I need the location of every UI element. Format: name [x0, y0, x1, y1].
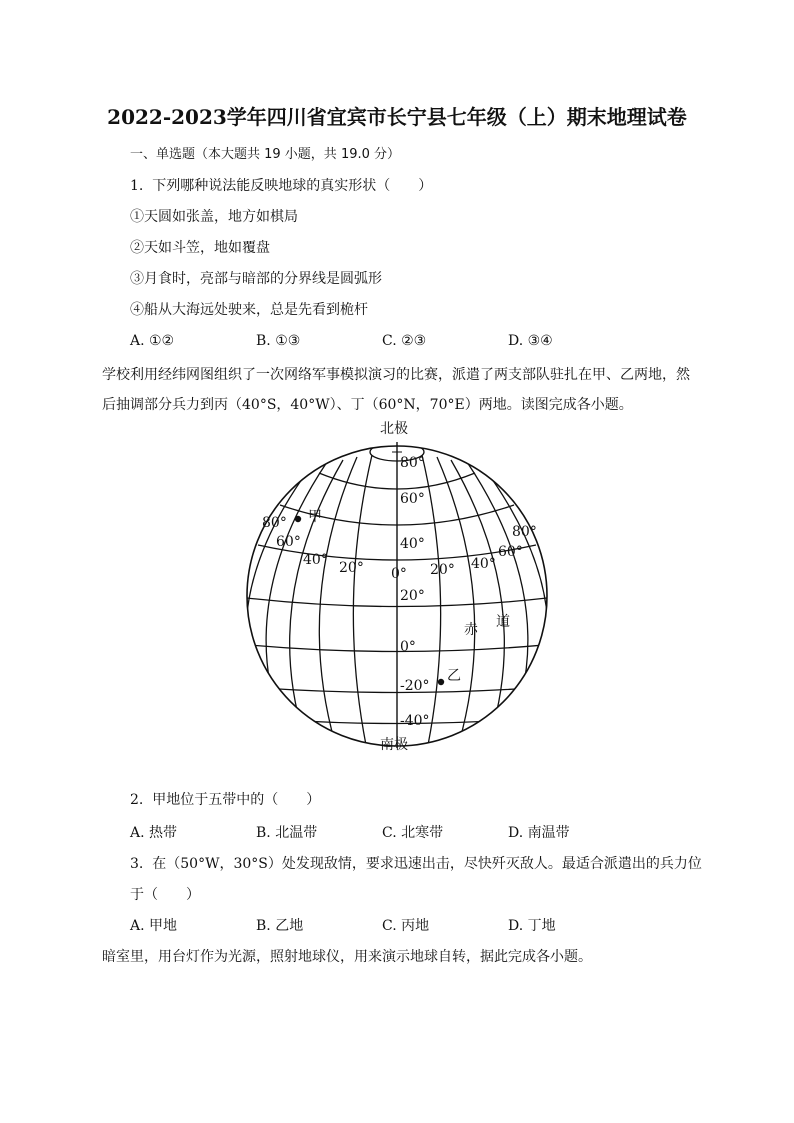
question-3-option-a: A. 甲地 — [130, 918, 178, 934]
intro-paragraph-2: 暗室里，用台灯作为光源，照射地球仪，用来演示地球自转，据此完成各小题。 — [102, 949, 592, 965]
equator-label-char: 赤 — [464, 622, 478, 638]
point-jia-label: 甲 — [308, 509, 322, 525]
lat-label: -20° — [400, 678, 430, 694]
question-1-item: ②天如斗笠，地如覆盘 — [130, 240, 270, 256]
question-3-stem-line: 3. 在（50°W，30°S）处发现敌情，要求迅速出击，尽快歼灭敌人。最适合派遣出的兵力位 — [130, 856, 702, 872]
question-1-option-d: D. ③④ — [508, 333, 553, 349]
lon-label-zero: 0° — [391, 566, 407, 582]
north-pole-label: 北极 — [380, 421, 408, 437]
lon-label: 60° — [498, 544, 523, 560]
point-yi-marker — [438, 679, 444, 685]
lon-label: 80° — [262, 515, 287, 531]
lon-label: 40° — [303, 552, 328, 568]
point-jia-marker — [295, 516, 301, 522]
lat-label: 0° — [400, 639, 416, 655]
question-2-stem: 2. 甲地位于五带中的（ ） — [130, 792, 321, 808]
lat-label: -40° — [400, 713, 430, 729]
lon-label: 40° — [471, 556, 496, 572]
south-pole-label: 南极 — [380, 737, 408, 753]
question-3-option-d: D. 丁地 — [508, 918, 556, 934]
question-2-option-b: B. 北温带 — [256, 825, 318, 841]
question-3-option-b: B. 乙地 — [256, 918, 304, 934]
point-yi-label: 乙 — [447, 668, 461, 684]
question-2-option-c: C. 北寒带 — [382, 825, 444, 841]
page-title: 2022-2023学年四川省宜宾市长宁县七年级（上）期末地理试卷 — [107, 105, 687, 129]
question-1-item: ①天圆如张盖，地方如棋局 — [130, 209, 298, 225]
intro-paragraph-line: 后抽调部分兵力到丙（40°S，40°W）、丁（60°N，70°E）两地。读图完成各小题。 — [102, 397, 633, 413]
lat-label: 80° — [400, 455, 425, 471]
section-heading: 一、单选题（本大题共 19 小题，共 19.0 分） — [130, 147, 401, 162]
question-1-option-a: A. ①② — [130, 333, 175, 349]
lon-label: 20° — [430, 562, 455, 578]
lon-label: 80° — [512, 524, 537, 540]
lat-label: 20° — [400, 588, 425, 604]
lat-label: 40° — [400, 536, 425, 552]
question-1-option-c: C. ②③ — [382, 333, 427, 349]
question-1-stem: 1. 下列哪种说法能反映地球的真实形状（ ） — [130, 178, 433, 194]
question-1-item: ④船从大海远处驶来，总是先看到桅杆 — [130, 302, 368, 318]
intro-paragraph-line: 学校利用经纬网图组织了一次网络军事模拟演习的比赛，派遣了两支部队驻扎在甲、乙两地，然 — [102, 367, 690, 383]
lat-label: 60° — [400, 491, 425, 507]
question-3-option-c: C. 丙地 — [382, 918, 430, 934]
question-1-item: ③月食时，亮部与暗部的分界线是圆弧形 — [130, 271, 382, 287]
question-1-option-b: B. ①③ — [256, 333, 301, 349]
question-2-option-d: D. 南温带 — [508, 825, 570, 841]
equator-label-char: 道 — [496, 614, 510, 630]
lon-label: 20° — [339, 560, 364, 576]
lon-label: 60° — [276, 534, 301, 550]
question-3-stem-line: 于（ ） — [130, 887, 200, 903]
question-2-option-a: A. 热带 — [130, 825, 178, 841]
